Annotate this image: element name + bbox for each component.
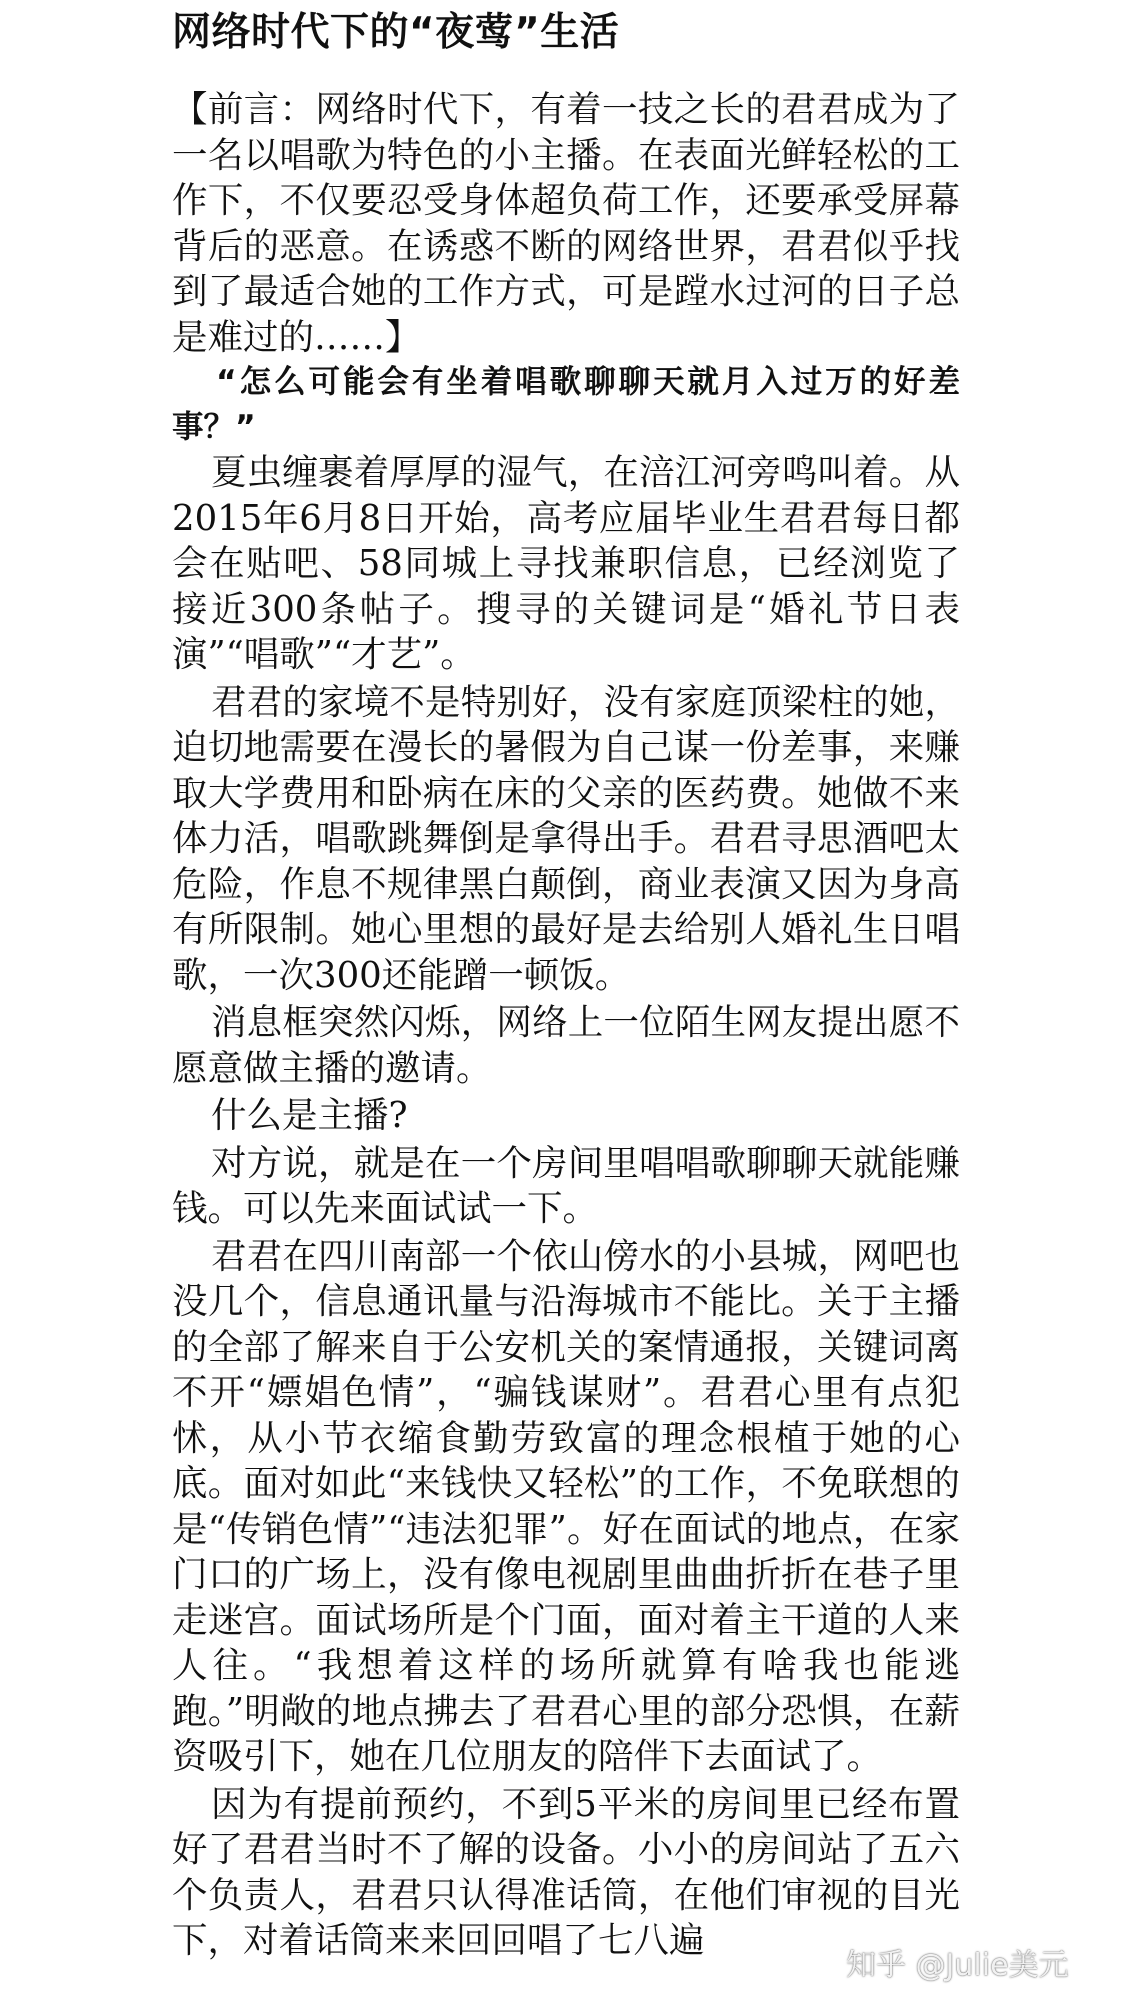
- paragraph: 夏虫缠裹着厚厚的湿气，在涪江河旁鸣叫着。从2015年6月8日开始，高考应届毕业生君君每日都会在贴吧、58同城上寻找兼职信息，已经浏览了接近300条帖子。搜寻的关键词是“婚礼节日表演”“唱歌”“才艺”。: [172, 452, 960, 675]
- article-title: 网络时代下的“夜莺”生活: [172, 10, 620, 55]
- paragraph: 君君在四川南部一个依山傍水的小县城，网吧也没几个，信息通讯量与沿海城市不能比。关于主播的全部了解来自于公安机关的案情通报，关键词离不开“嫖娼色情”，“骗钱谋财”。君君心里有点犯怵，从小节衣缩食勤劳致富的理念根植于她的心底。面对如此“来钱快又轻松”的工作，不免联想的是“传销色情”“违法犯罪”。好在面试的地点，在家门口的广场上，没有像电视剧里曲曲折折在巷子里走迷宫。面试场所是个门面，面对着主干道的人来人往。“我想着这样的场所就算有啥我也能逃跑。”明敞的地点拂去了君君心里的部分恐惧，在薪资吸引下，她在几位朋友的陪伴下去面试了。: [172, 1235, 960, 1777]
- article-subheading: “怎么可能会有坐着唱歌聊聊天就月入过万的好差事？”: [172, 364, 960, 445]
- paragraph: 什么是主播?: [211, 1095, 408, 1136]
- paragraph: 因为有提前预约，不到5平米的房间里已经布置好了君君当时不了解的设备。小小的房间站了五六个负责人，君君只认得准话筒，在他们审视的目光下，对着话筒来来回回唱了七八遍: [172, 1783, 960, 1961]
- paragraph: 对方说，就是在一个房间里唱唱歌聊聊天就能赚钱。可以先来面试试一下。: [172, 1142, 960, 1229]
- paragraph: 君君的家境不是特别好，没有家庭顶梁柱的她，迫切地需要在漫长的暑假为自己谋一份差事，来赚取大学费用和卧病在床的父亲的医药费。她做不来体力活，唱歌跳舞倒是拿得出手。君君寻思酒吧太危险，作息不规律黑白颠倒，商业表演又因为身高有所限制。她心里想的最好是去给别人婚礼生日唱歌，一次300还能蹭一顿饭。: [172, 681, 960, 996]
- paragraph: 消息框突然闪烁，网络上一位陌生网友提出愿不愿意做主播的邀请。: [172, 1002, 960, 1089]
- article-preface: 【前言：网络时代下，有着一技之长的君君成为了一名以唱歌为特色的小主播。在表面光鲜轻松的工作下，不仅要忍受身体超负荷工作，还要承受屏幕背后的恶意。在诱惑不断的网络世界，君君似乎找到了最适合她的工作方式，可是蹚水过河的日子总是难过的……】: [172, 89, 960, 358]
- article: [172, 0, 960, 1964]
- zhihu-watermark: 知乎 @Julie美元: [846, 1948, 1069, 1983]
